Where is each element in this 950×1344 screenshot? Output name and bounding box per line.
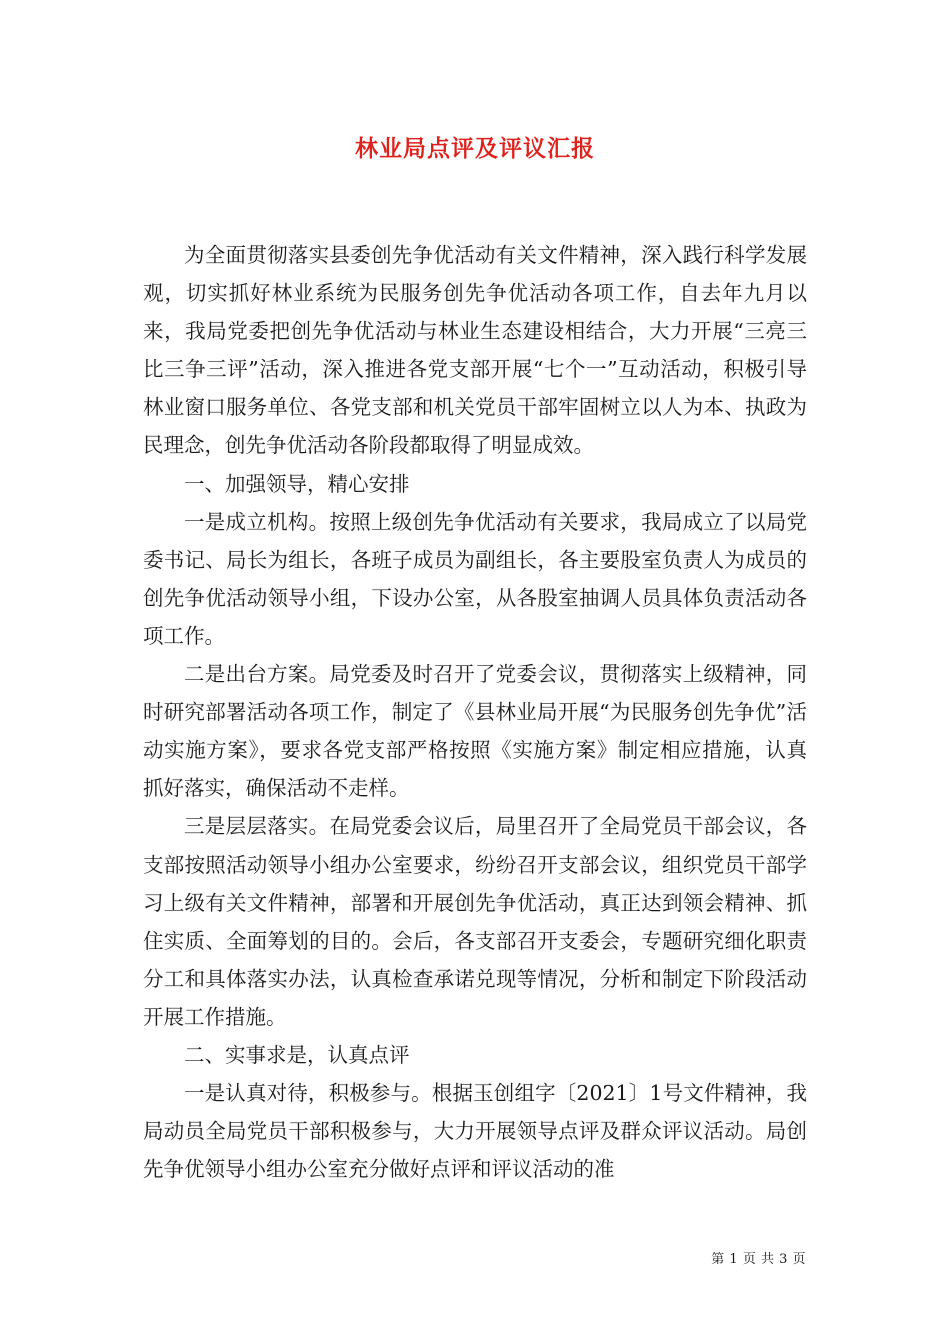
document-title: 林业局点评及评议汇报 — [355, 135, 595, 162]
paragraph-establish-organization: 一是成立机构。按照上级创先争优活动有关要求，我局成立了以局党委书记、局长为组长，各班子成员为副组长，各主要股室负责人为成员的创先争优活动领导小组，下设办公室，从各股室抽调人员具体负责活动各项工作。 — [143, 509, 807, 648]
section-heading-1: 一、加强领导，精心安排 — [184, 471, 410, 496]
paragraph-implement-layer-by-layer: 三是层层落实。在局党委会议后，局里召开了全局党员干部会议，各支部按照活动领导小组办公室要求，纷纷召开支部会议，组织党员干部学习上级有关文件精神，部署和开展创先争优活动，真正达到领会精神、抓住实质、全面筹划的目的。会后，各支部召开支委会，专题研究细化职责分工和具体落实办法，认真检查承诺兑现等情况，分析和制定下阶段活动开展工作措施。 — [143, 814, 807, 1029]
section-heading-2: 二、实事求是，认真点评 — [184, 1042, 410, 1067]
paragraph-intro: 为全面贯彻落实县委创先争优活动有关文件精神，深入践行科学发展观，切实抓好林业系统为民服务创先争优活动各项工作，自去年九月以来，我局党委把创先争优活动与林业生态建设相结合，大力开展“三亮三比三争三评”活动，深入推进各党支部开展“七个一”互动活动，积极引导林业窗口服务单位、各党支部和机关党员干部牢固树立以人为本、执政为民理念，创先争优活动各阶段都取得了明显成效。 — [143, 243, 807, 458]
document-body — [143, 236, 807, 1188]
paragraph-active-participation: 一是认真对待，积极参与。根据玉创组字〔2021〕1号文件精神，我局动员全局党员干部积极参与，大力开展领导点评及群众评议活动。局创先争优领导小组办公室充分做好点评和评议活动的准 — [143, 1081, 807, 1182]
page-number: 第 1 页 共 3 页 — [711, 1252, 806, 1267]
paragraph-issue-plan: 二是出台方案。局党委及时召开了党委会议，贯彻落实上级精神，同时研究部署活动各项工作，制定了《县林业局开展“为民服务创先争优”活动实施方案》，要求各党支部严格按照《实施方案》制定相应措施，认真抓好落实，确保活动不走样。 — [143, 662, 807, 801]
